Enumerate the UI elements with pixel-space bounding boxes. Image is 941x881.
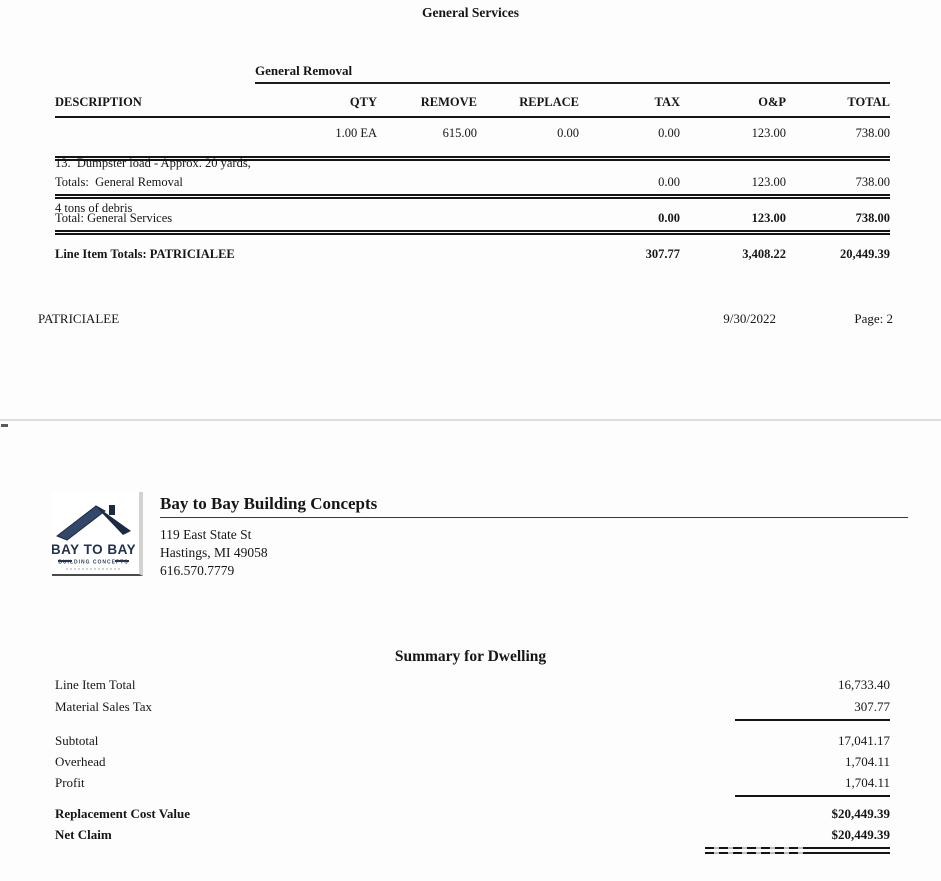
header-underline (55, 116, 890, 118)
summary-row-replacement-cost-value (55, 806, 890, 822)
section-underline (255, 82, 890, 84)
total-op: 123.00 (751, 211, 786, 225)
summary-row-profit (55, 775, 890, 791)
table-header-row (55, 95, 890, 110)
total-tax: 0.00 (658, 211, 680, 225)
section-title: General Removal (255, 63, 353, 78)
totals-total: 738.00 (855, 175, 890, 189)
company-name-underline (160, 517, 908, 518)
summary-row-subtotal (55, 733, 890, 749)
divider-double-rule (55, 156, 890, 161)
col-header-description: DESCRIPTION (55, 95, 142, 109)
totals-general-removal-row (55, 175, 890, 190)
company-name: Bay to Bay Building Concepts (160, 494, 378, 513)
summary-value: $20,449.39 (831, 827, 890, 842)
cell-remove: 615.00 (442, 126, 477, 140)
col-header-tax: TAX (654, 95, 680, 109)
cell-replace: 0.00 (557, 126, 579, 140)
summary-label: Overhead (55, 754, 106, 769)
summary-label: Net Claim (55, 827, 112, 842)
summary-label: Material Sales Tax (55, 699, 153, 714)
page-title: General Services (421, 5, 520, 20)
summary-value: $20,449.39 (831, 806, 890, 821)
summary-label: Subtotal (55, 733, 99, 748)
company-address-block (160, 526, 268, 580)
company-phone: 616.570.7779 (160, 563, 235, 578)
summary-row-net-claim (55, 827, 890, 843)
summary-title: Summary for Dwelling (394, 648, 547, 665)
cell-op: 123.00 (751, 126, 786, 140)
summary-total-rule (735, 795, 890, 797)
net-claim-double-rule (705, 847, 890, 854)
footer-date: 9/30/2022 (723, 311, 776, 326)
total-general-services-row (55, 211, 890, 226)
footer-page-number: Page: 2 (854, 311, 893, 326)
summary-value: 1,704.11 (844, 775, 890, 790)
summary-value: 1,704.11 (844, 754, 890, 769)
divider-double-rule (55, 194, 890, 199)
summary-label: Profit (55, 775, 85, 790)
company-address-line-1: 119 East State St (160, 527, 252, 542)
summary-label: Replacement Cost Value (55, 806, 191, 821)
total-total: 738.00 (855, 211, 890, 225)
totals-tax: 0.00 (658, 175, 680, 189)
col-header-remove: REMOVE (420, 95, 477, 109)
company-logo (52, 492, 143, 576)
summary-value: 17,041.17 (838, 733, 890, 748)
logo-title-text: BAY TO BAY (52, 542, 135, 557)
page-break-artifact (1, 424, 8, 427)
summary-row-line-item-total (55, 677, 890, 693)
col-header-op: O&P (758, 95, 786, 109)
totals-op: 123.00 (751, 175, 786, 189)
company-address-line-2: Hastings, MI 49058 (160, 545, 268, 560)
logo-subtitle-text: BUILDING CONCEPTS (58, 559, 129, 566)
summary-label: Line Item Total (55, 677, 136, 692)
description-line-1: 13. Dumpster load - Approx. 20 yards, (55, 156, 251, 170)
col-header-total: TOTAL (847, 95, 890, 109)
line-item-totals-label: Line Item Totals: PATRICIALEE (55, 247, 235, 261)
footer-claimant-name: PATRICIALEE (38, 311, 120, 326)
summary-row-overhead (55, 754, 890, 770)
description-line-2: 4 tons of debris (55, 201, 133, 215)
totals-label: Totals: General Removal (55, 175, 183, 189)
col-header-replace: REPLACE (519, 95, 579, 109)
bay-to-bay-logo-icon (52, 492, 135, 572)
col-header-qty: QTY (349, 95, 377, 109)
summary-value: 16,733.40 (838, 677, 890, 692)
cell-tax: 0.00 (658, 126, 680, 140)
total-label: Total: General Services (55, 211, 173, 225)
line-item-totals-total: 20,449.39 (840, 247, 890, 261)
line-item-totals-op: 3,408.22 (742, 247, 786, 261)
summary-subtotal-rule (735, 719, 890, 721)
cell-total: 738.00 (855, 126, 890, 140)
cell-qty: 1.00 EA (335, 126, 377, 140)
line-item-totals-row (55, 247, 890, 262)
line-item-totals-tax: 307.77 (645, 247, 680, 261)
summary-row-material-sales-tax (55, 699, 890, 715)
page-break-divider (0, 419, 941, 421)
summary-value: 307.77 (854, 699, 890, 714)
divider-double-rule (55, 230, 890, 235)
